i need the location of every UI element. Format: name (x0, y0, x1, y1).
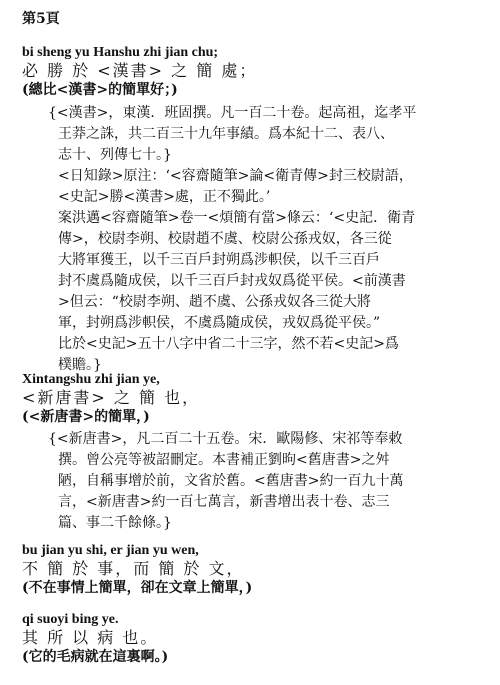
note-line: 篇、事二千餘條。} (58, 515, 172, 531)
note-line: 封不虞爲隨成侯，以千三百戶封戎奴爲從平侯。<前漢書 (58, 273, 406, 289)
note-line: 樸贍。} (58, 357, 102, 373)
section-4 (22, 612, 482, 666)
hanzi-line: <新唐書> 之 簡 也， (22, 388, 201, 407)
hanzi-line: 不 簡 於 事，而 簡 於 文， (22, 559, 245, 578)
note-line: 軍，封朔爲涉軹侯，不虞爲隨成侯，戎奴爲從平侯。” (58, 315, 381, 331)
note-line: <史記>勝<漢書>處，正不獨此。’ (58, 189, 271, 205)
section-1 (22, 45, 482, 99)
section-3 (22, 543, 482, 597)
pinyin-line: qi suoyi bing ye. (22, 612, 119, 627)
note-line: 王莽之誅，共二百三十九年事績。爲本紀十二、表八、 (58, 126, 394, 142)
note-line: 大將軍獲王，以千三百戶封朔爲涉軹侯，以千三百戶 (58, 252, 380, 268)
hanzi-line: 必 勝 於 <漢書> 之 簡 處； (22, 61, 258, 80)
pinyin-line: bi sheng yu Hanshu zhi jian chu; (22, 45, 219, 60)
note-line: 言，<新唐書>約一百七萬言，新書增出表十卷、志三 (58, 494, 390, 510)
note-line: <日知錄>原注：‘<容齋隨筆>論<衛青傳>封三校尉語， (58, 168, 413, 184)
gloss-line: (不在事情上簡單，卻在文章上簡單，) (22, 580, 253, 596)
note-line: {<新唐書>，凡二百二十五卷。宋．歐陽修、宋祁等奉敕 (48, 431, 403, 447)
page-number: 第5頁 (22, 11, 60, 27)
note-line: 傳>，校尉李朔、校尉趙不虞、校尉公孫戎奴，各三從 (58, 231, 392, 247)
pinyin-line: Xintangshu zhi jian ye, (22, 372, 160, 387)
note-line: 比於<史記>五十八字中省二十三字，然不若<史記>爲 (58, 336, 399, 352)
gloss-line: (它的毛病就在這裏啊。) (22, 649, 169, 665)
note-line: 案洪邁<容齋隨筆>卷一<煩簡有當>條云：‘<史記．衛青 (58, 210, 416, 226)
note-line: >但云：“校尉李朔、趙不虞、公孫戎奴各三從大將 (58, 294, 371, 310)
hanzi-line: 其 所 以 病 也。 (22, 628, 159, 647)
annotation-2 (48, 429, 488, 534)
section-2 (22, 372, 482, 426)
gloss-line: (總比<漢書>的簡單好；) (22, 82, 178, 98)
note-line: 陋，自稱事增於前，文省於舊。<舊唐書>約一百九十萬 (58, 473, 404, 489)
annotation-1 (48, 103, 488, 376)
note-line: 撰。曾公亮等被詔刪定。本書補正劉昫<舊唐書>之舛 (58, 452, 390, 468)
note-line: 志十、列傳七十。} (58, 147, 172, 163)
pinyin-line: bu jian yu shi, er jian yu wen, (22, 543, 199, 558)
note-line: {<漢書>，東漢．班固撰。凡一百二十卷。起高祖，迄孝平 (48, 105, 417, 121)
gloss-line: (<新唐書>的簡單，) (22, 409, 150, 425)
